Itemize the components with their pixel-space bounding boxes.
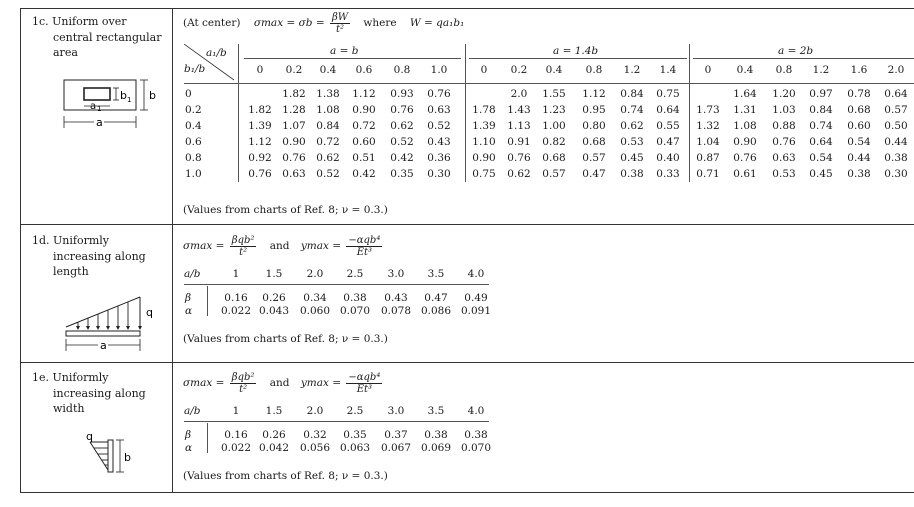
left-border — [20, 8, 21, 493]
alpha-label: α — [185, 305, 193, 317]
table-cell: 0.71 — [696, 168, 720, 180]
table-row-label-divider — [207, 286, 208, 316]
ratio-header: 3.0 — [387, 268, 405, 280]
table-cell: 0.72 — [352, 120, 376, 132]
table-cell: 0.74 — [809, 120, 833, 132]
column-header: 0 — [704, 64, 712, 76]
column-header: 0.4 — [319, 64, 337, 76]
beta-value: 0.49 — [464, 292, 488, 304]
table-cell: 0.97 — [809, 88, 833, 100]
fig-label-q: q — [146, 306, 153, 319]
column-header: 0.8 — [393, 64, 411, 76]
table-cell: 0.90 — [352, 104, 376, 116]
table-cell: 1.31 — [733, 104, 757, 116]
table-cell: 1.00 — [542, 120, 566, 132]
corner-diagonal — [184, 44, 239, 84]
alpha-value: 0.091 — [460, 305, 492, 317]
table-cell: 1.82 — [282, 88, 306, 100]
table-cell: 0.60 — [847, 120, 871, 132]
group-divider-0 — [238, 44, 239, 182]
svg-text:1: 1 — [97, 105, 102, 113]
alpha-value: 0.086 — [420, 305, 452, 317]
row-header: 0 — [185, 88, 192, 100]
table-cell: 0.87 — [696, 152, 720, 164]
alpha-value: 0.022 — [220, 305, 252, 317]
table-cell: 1.78 — [472, 104, 496, 116]
table-cell: 0.76 — [507, 152, 531, 164]
group-divider-2 — [689, 44, 690, 182]
table-cell: 0.84 — [809, 104, 833, 116]
table-cell: 2.0 — [510, 88, 528, 100]
table-cell: 1.20 — [772, 88, 796, 100]
table-cell: 0.76 — [248, 168, 272, 180]
table-cell: 0.62 — [507, 168, 531, 180]
table-cell: 1.64 — [733, 88, 757, 100]
table-cell: 0.30 — [427, 168, 451, 180]
case-1e-formula: σmax = $\frac{\text{βqb²}}{\text{t²}}$ and ymax = $\frac{\text{−αqb⁴}}{\text{Et³}}$ — [183, 371, 381, 395]
table-cell: 1.12 — [352, 88, 376, 100]
case-1c-note: (Values from charts of Ref. 8; ν = 0.3.) — [183, 204, 388, 216]
table-cell: 0.63 — [772, 152, 796, 164]
svg-text:1: 1 — [127, 96, 132, 104]
ratio-header: 4.0 — [467, 405, 485, 417]
case-1e-plate-diagram — [84, 430, 144, 480]
header-rule — [184, 83, 914, 84]
alpha-value: 0.070 — [460, 442, 492, 454]
ratio-label: a/b — [184, 405, 201, 417]
row-header: 1.0 — [185, 168, 202, 180]
ratio-header: 3.5 — [427, 405, 445, 417]
table-cell: 0.74 — [620, 104, 644, 116]
table-cell: 0.64 — [809, 136, 833, 148]
table-cell: 1.73 — [696, 104, 720, 116]
column-header: 0.4 — [736, 64, 754, 76]
fig-label-b1: b — [120, 89, 127, 102]
group-underline-2 — [469, 58, 687, 59]
ratio-header: 1 — [232, 268, 240, 280]
table-cell: 0.53 — [620, 136, 644, 148]
table-bottom-rule — [20, 492, 914, 493]
table-cell: 1.55 — [542, 88, 566, 100]
ratio-header: 1 — [232, 405, 240, 417]
alpha-value: 0.056 — [299, 442, 331, 454]
beta-value: 0.26 — [262, 292, 286, 304]
row-header: 0.2 — [185, 104, 202, 116]
table-cell: 0.62 — [390, 120, 414, 132]
table-cell: 0.36 — [427, 152, 451, 164]
table-top-rule — [20, 8, 914, 9]
table-cell: 0.68 — [847, 104, 871, 116]
alpha-value: 0.042 — [258, 442, 290, 454]
case-1c-label: 1c. Uniform over central rectangular area — [32, 15, 162, 59]
table-cell: 0.68 — [542, 152, 566, 164]
beta-value: 0.47 — [424, 292, 448, 304]
alpha-value: 0.069 — [420, 442, 452, 454]
fig-label-b-1e: b — [124, 451, 131, 464]
table-cell: 0.42 — [352, 168, 376, 180]
table-cell: 0.54 — [847, 136, 871, 148]
table-cell: 0.53 — [772, 168, 796, 180]
table-cell: 1.39 — [248, 120, 272, 132]
table-cell: 0.60 — [352, 136, 376, 148]
row-divider-1c-1d — [20, 224, 914, 225]
ratio-header: 1.5 — [265, 268, 283, 280]
case-1c-formula: (At center) σmax = σb = $\frac{\beta W}{\text{t²}}$ where W = qa₁b₁ — [183, 11, 465, 35]
column-header: 0.2 — [285, 64, 303, 76]
alpha-value: 0.070 — [339, 305, 371, 317]
group-underline-3 — [693, 58, 914, 59]
column-header: 0.8 — [775, 64, 793, 76]
table-cell: 0.57 — [582, 152, 606, 164]
table-cell: 0.54 — [809, 152, 833, 164]
case-1d-label: 1d. Uniformly increasing along length — [32, 234, 146, 278]
row-header: 0.8 — [185, 152, 202, 164]
beta-label: β — [185, 429, 192, 441]
table-cell: 0.45 — [620, 152, 644, 164]
table-cell: 0.52 — [427, 120, 451, 132]
fig-label-a1: a — [90, 101, 97, 112]
fig-label-b: b — [149, 89, 156, 102]
column-header: 1.2 — [812, 64, 830, 76]
column-header: 0 — [480, 64, 488, 76]
table-cell: 0.63 — [427, 104, 451, 116]
table-cell: 0.38 — [620, 168, 644, 180]
table-cell: 0.33 — [656, 168, 680, 180]
alpha-label: α — [185, 442, 193, 454]
table-cell: 1.13 — [507, 120, 531, 132]
table-cell: 0.63 — [282, 168, 306, 180]
beta-value: 0.38 — [343, 292, 367, 304]
table-cell: 0.84 — [316, 120, 340, 132]
beta-value: 0.38 — [464, 429, 488, 441]
ratio-header: 3.0 — [387, 405, 405, 417]
table-cell: 0.61 — [733, 168, 757, 180]
table-cell: 0.35 — [390, 168, 414, 180]
table-cell: 1.28 — [282, 104, 306, 116]
table-cell: 0.57 — [884, 104, 908, 116]
beta-value: 0.34 — [303, 292, 327, 304]
fig-label-a: a — [96, 116, 103, 129]
beta-value: 0.43 — [384, 292, 408, 304]
table-cell: 1.07 — [282, 120, 306, 132]
table-header-rule — [184, 284, 489, 285]
table-cell: 0.62 — [620, 120, 644, 132]
table-cell: 1.82 — [248, 104, 272, 116]
table-cell: 1.04 — [696, 136, 720, 148]
table-cell: 0.52 — [390, 136, 414, 148]
table-cell: 0.47 — [582, 168, 606, 180]
beta-value: 0.38 — [424, 429, 448, 441]
table-cell: 0.91 — [507, 136, 531, 148]
table-cell: 0.88 — [772, 120, 796, 132]
table-cell: 1.12 — [248, 136, 272, 148]
column-header: 1.0 — [430, 64, 448, 76]
column-header: 1.6 — [850, 64, 868, 76]
table-cell: 0.38 — [884, 152, 908, 164]
ratio-header: 2.0 — [306, 405, 324, 417]
alpha-value: 0.022 — [220, 442, 252, 454]
table-cell: 0.45 — [809, 168, 833, 180]
beta-value: 0.32 — [303, 429, 327, 441]
table-cell: 0.62 — [316, 152, 340, 164]
alpha-value: 0.063 — [339, 442, 371, 454]
ratio-header: 3.5 — [427, 268, 445, 280]
table-cell: 0.51 — [352, 152, 376, 164]
column-header: 0 — [256, 64, 264, 76]
beta-label: β — [185, 292, 192, 304]
case-1e-label: 1e. Uniformly increasing along width — [32, 371, 146, 415]
table-cell: 0.43 — [427, 136, 451, 148]
table-header-rule — [184, 421, 489, 422]
table-cell: 0.72 — [316, 136, 340, 148]
table-cell: 0.93 — [390, 88, 414, 100]
table-cell: 0.57 — [542, 168, 566, 180]
table-cell: 0.30 — [884, 168, 908, 180]
column-header: 0.6 — [355, 64, 373, 76]
case-1e-note: (Values from charts of Ref. 8; ν = 0.3.) — [183, 470, 388, 482]
row-header: 0.4 — [185, 120, 202, 132]
table-cell: 0.90 — [733, 136, 757, 148]
table-cell: 0.55 — [656, 120, 680, 132]
ratio-header: 2.5 — [346, 268, 364, 280]
table-cell: 0.44 — [847, 152, 871, 164]
table-cell: 0.75 — [472, 168, 496, 180]
table-cell: 1.12 — [582, 88, 606, 100]
table-cell: 0.90 — [472, 152, 496, 164]
fig-label-q-1e: q — [86, 430, 93, 443]
table-cell: 0.78 — [847, 88, 871, 100]
group-label-a-eq-1.4b: a = 1.4b — [553, 45, 599, 57]
table-cell: 1.38 — [316, 88, 340, 100]
table-cell: 0.80 — [582, 120, 606, 132]
row-divider-1d-1e — [20, 362, 914, 363]
table-cell: 0.64 — [884, 88, 908, 100]
table-cell: 0.64 — [656, 104, 680, 116]
case-1d-formula: σmax = $\frac{\text{βqb²}}{\text{t²}}$ and ymax = $\frac{\text{−αqb⁴}}{\text{Et³}}$ — [183, 234, 381, 258]
column-header: 2.0 — [887, 64, 905, 76]
beta-value: 0.26 — [262, 429, 286, 441]
ratio-label: a/b — [184, 268, 201, 280]
table-cell: 0.75 — [656, 88, 680, 100]
table-cell: 0.76 — [427, 88, 451, 100]
alpha-value: 0.043 — [258, 305, 290, 317]
case-1d-plate-diagram — [62, 293, 172, 353]
alpha-value: 0.067 — [380, 442, 412, 454]
table-cell: 0.50 — [884, 120, 908, 132]
beta-value: 0.35 — [343, 429, 367, 441]
table-cell: 1.23 — [542, 104, 566, 116]
table-cell: 0.47 — [656, 136, 680, 148]
table-cell: 0.76 — [772, 136, 796, 148]
table-cell: 0.90 — [282, 136, 306, 148]
table-cell: 0.40 — [656, 152, 680, 164]
group-label-a-eq-b: a = b — [330, 45, 359, 57]
group-divider-1 — [465, 44, 466, 182]
corner-label-bottom: b₁/b — [184, 63, 206, 75]
table-cell: 0.42 — [390, 152, 414, 164]
column-header: 0.8 — [585, 64, 603, 76]
table-cell: 0.92 — [248, 152, 272, 164]
column-header: 0.4 — [545, 64, 563, 76]
table-cell: 0.68 — [582, 136, 606, 148]
alpha-value: 0.060 — [299, 305, 331, 317]
group-label-a-eq-2b: a = 2b — [778, 45, 814, 57]
fig-label-a-1d: a — [100, 339, 107, 352]
table-cell: 1.08 — [316, 104, 340, 116]
column-header: 0.2 — [510, 64, 528, 76]
column-header: 1.4 — [659, 64, 677, 76]
table-cell: 1.10 — [472, 136, 496, 148]
column-header: 1.2 — [623, 64, 641, 76]
table-cell: 0.44 — [884, 136, 908, 148]
ratio-header: 2.0 — [306, 268, 324, 280]
alpha-value: 0.078 — [380, 305, 412, 317]
table-cell: 1.39 — [472, 120, 496, 132]
beta-value: 0.16 — [224, 292, 248, 304]
case-1d-note: (Values from charts of Ref. 8; ν = 0.3.) — [183, 333, 388, 345]
column-divider — [172, 8, 173, 493]
table-cell: 1.43 — [507, 104, 531, 116]
table-cell: 0.84 — [620, 88, 644, 100]
beta-value: 0.37 — [384, 429, 408, 441]
ratio-header: 2.5 — [346, 405, 364, 417]
corner-label-top: a₁/b — [206, 47, 227, 59]
table-cell: 0.76 — [733, 152, 757, 164]
ratio-header: 4.0 — [467, 268, 485, 280]
table-cell: 0.38 — [847, 168, 871, 180]
table-cell: 0.76 — [390, 104, 414, 116]
ratio-header: 1.5 — [265, 405, 283, 417]
table-row-label-divider — [207, 423, 208, 453]
table-cell: 0.82 — [542, 136, 566, 148]
table-cell: 1.08 — [733, 120, 757, 132]
table-cell: 1.32 — [696, 120, 720, 132]
table-cell: 0.52 — [316, 168, 340, 180]
row-header: 0.6 — [185, 136, 202, 148]
beta-value: 0.16 — [224, 429, 248, 441]
table-cell: 0.76 — [282, 152, 306, 164]
table-cell: 0.95 — [582, 104, 606, 116]
group-underline-1 — [244, 58, 461, 59]
table-cell: 1.03 — [772, 104, 796, 116]
case-1c-plate-diagram — [60, 76, 170, 136]
